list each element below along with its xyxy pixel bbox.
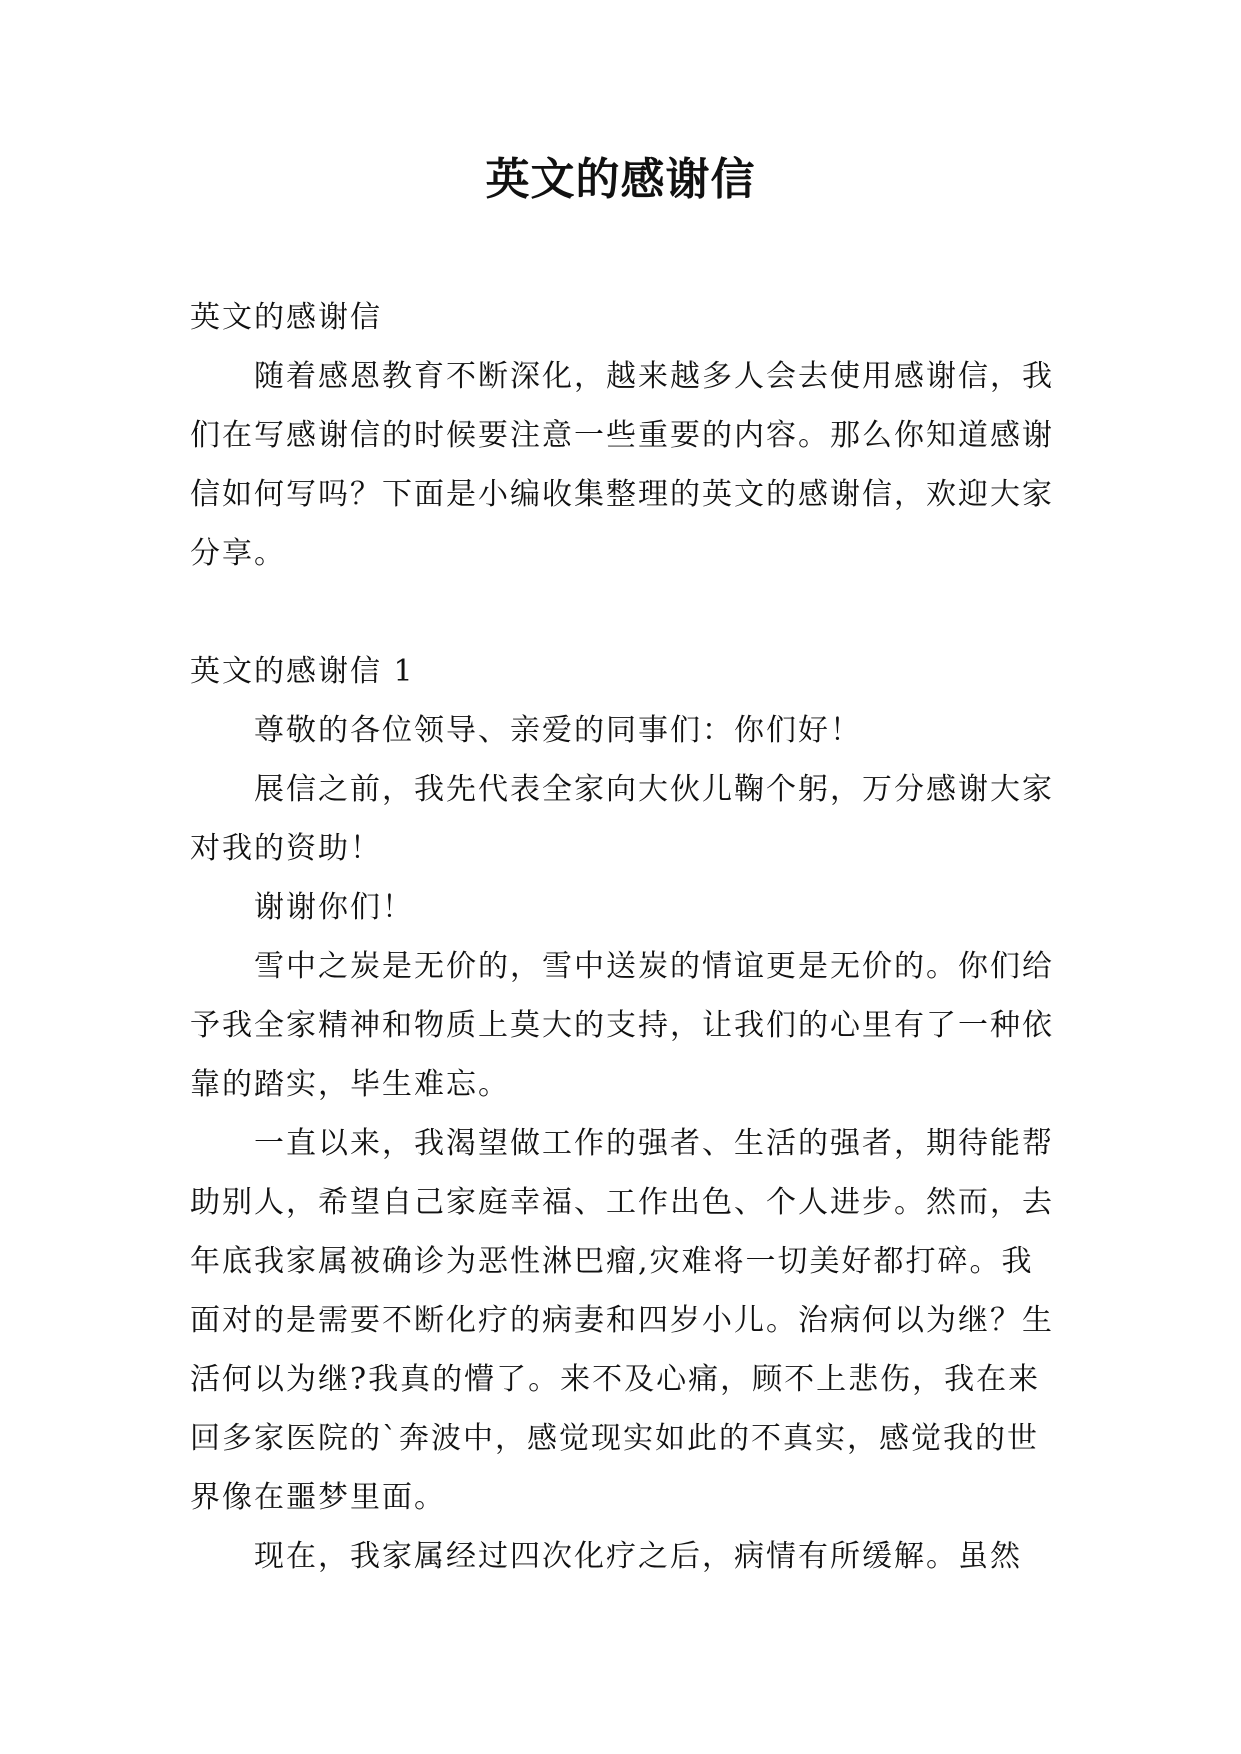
paragraph: 展信之前，我先代表全家向大伙儿鞠个躬，万分感谢大家对我的资助！ [190, 772, 1054, 866]
intro-heading: 英文的感谢信 [190, 300, 382, 335]
section-heading: 英文的感谢信 1 [190, 654, 415, 689]
paragraph: 一直以来，我渴望做工作的强者、生活的强者，期待能帮助别人，希望自己家庭幸福、工作出色、个人进步。然而，去年底我家属被确诊为恶性淋巴瘤,灾难将一切美好都打碎。我面对的是需要不断化疗的病妻和四岁小儿。治病何以为继？生活何以为继?我真的懵了。来不及心痛，顾不上悲伤，我在来回多家医院的`奔波中，感觉现实如此的不真实，感觉我的世界像在噩梦里面。 [190, 1126, 1054, 1515]
paragraph: 现在，我家属经过四次化疗之后，病情有所缓解。虽然 [254, 1539, 1022, 1574]
paragraph: 谢谢你们！ [254, 890, 414, 925]
document-title: 英文的感谢信 [485, 154, 756, 205]
section-spacer [190, 583, 1055, 642]
paragraph: 雪中之炭是无价的，雪中送炭的情谊更是无价的。你们给予我全家精神和物质上莫大的支持，让我们的心里有了一种依靠的踏实，毕生难忘。 [190, 949, 1054, 1102]
document-body [190, 288, 1055, 1586]
intro-paragraph: 随着感恩教育不断深化，越来越多人会去使用感谢信，我们在写感谢信的时候要注意一些重要的内容。那么你知道感谢信如何写吗？下面是小编收集整理的英文的感谢信，欢迎大家分享。 [190, 359, 1054, 571]
paragraph: 尊敬的各位领导、亲爱的同事们：你们好！ [254, 713, 862, 748]
